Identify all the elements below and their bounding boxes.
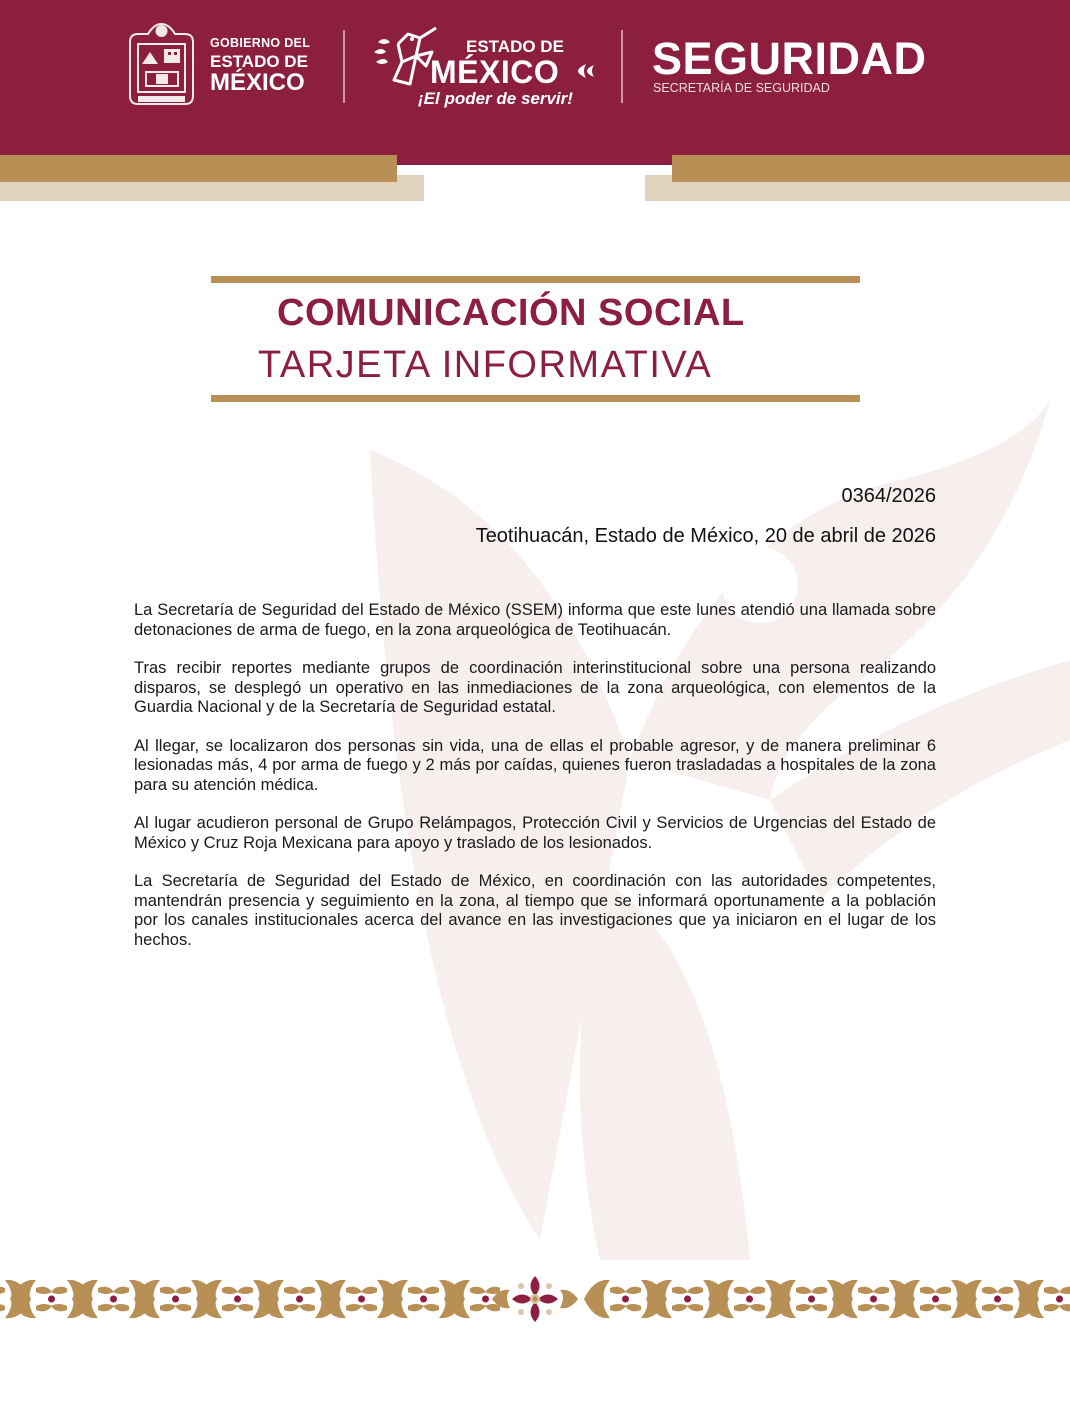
logo-gobierno-text — [210, 37, 310, 95]
seguridad-subtitle: SECRETARÍA DE SEGURIDAD — [653, 81, 830, 95]
logo-gobierno-line2: ESTADO DE — [210, 51, 308, 71]
logo-estado-slogan: ¡El poder de servir! — [418, 89, 573, 108]
header-divider — [621, 30, 623, 103]
leaf-icon — [574, 62, 596, 80]
center-flower — [492, 1274, 578, 1324]
gold-stripe-right — [672, 155, 1070, 182]
title-comunicacion-social: COMUNICACIÓN SOCIAL — [277, 292, 745, 334]
place-date: Teotihuacán, Estado de México, 20 de abril de 2026 — [475, 525, 936, 547]
logo-gobierno-line3: MÉXICO — [210, 68, 305, 96]
logo-estado-line1: ESTADO DE — [466, 37, 564, 56]
header-notch — [396, 155, 672, 165]
reference-number: 0364/2026 — [841, 485, 936, 507]
seguridad-title: SEGURIDAD — [652, 33, 927, 84]
leaf-flower-border-icon — [0, 1272, 1070, 1326]
header-divider — [343, 30, 345, 103]
paragraph: La Secretaría de Seguridad del Estado de México (SSEM) informa que este lunes atendió una llamada sobre detonaciones de arma de fuego, en la zona arqueológica de Teotihuacán. — [134, 601, 936, 639]
logo-estado-text — [418, 37, 573, 108]
paragraph: Al lugar acudieron personal de Grupo Relámpagos, Protección Civil y Servicios de Urgencias del Estado de México y Cruz Roja Mexicana para apoyo y traslado de los lesionados. — [134, 814, 936, 852]
paragraph: Al llegar, se localizaron dos personas sin vida, una de ellas el probable agresor, y de manera preliminar 6 lesionadas más, 4 por arma de fuego y 2 más por caídas, quienes fueron trasladadas a hospitales de la zona para su atención médica. — [134, 736, 936, 794]
state-coat-of-arms-icon — [124, 22, 199, 108]
logo-estado-line2: MÉXICO — [430, 54, 560, 90]
title-tarjeta-informativa: TARJETA INFORMATIVA — [258, 344, 713, 386]
logo-gobierno-line1: GOBIERNO DEL — [210, 36, 311, 50]
title-rule-top — [211, 276, 860, 283]
gold-stripe-left — [0, 155, 397, 182]
paragraph: Tras recibir reportes mediante grupos de coordinación interinstitucional sobre una persona realizando disparos, se desplegó un operativo en las inmediaciones de la zona arqueológica, con elementos de la Guardia Nacional y de la Secretaría de Seguridad estatal. — [134, 659, 936, 716]
paragraph: La Secretaría de Seguridad del Estado de México, en coordinación con las autoridades competentes, mantendrán presencia y seguimiento en la zona, al tiempo que se informará oportunamente a la población por los canales institucionales acerca del avance en las investigaciones que ya iniciaron en el lugar de los hechos. — [134, 872, 936, 949]
title-rule-bottom — [211, 395, 860, 402]
document-body — [134, 601, 936, 969]
